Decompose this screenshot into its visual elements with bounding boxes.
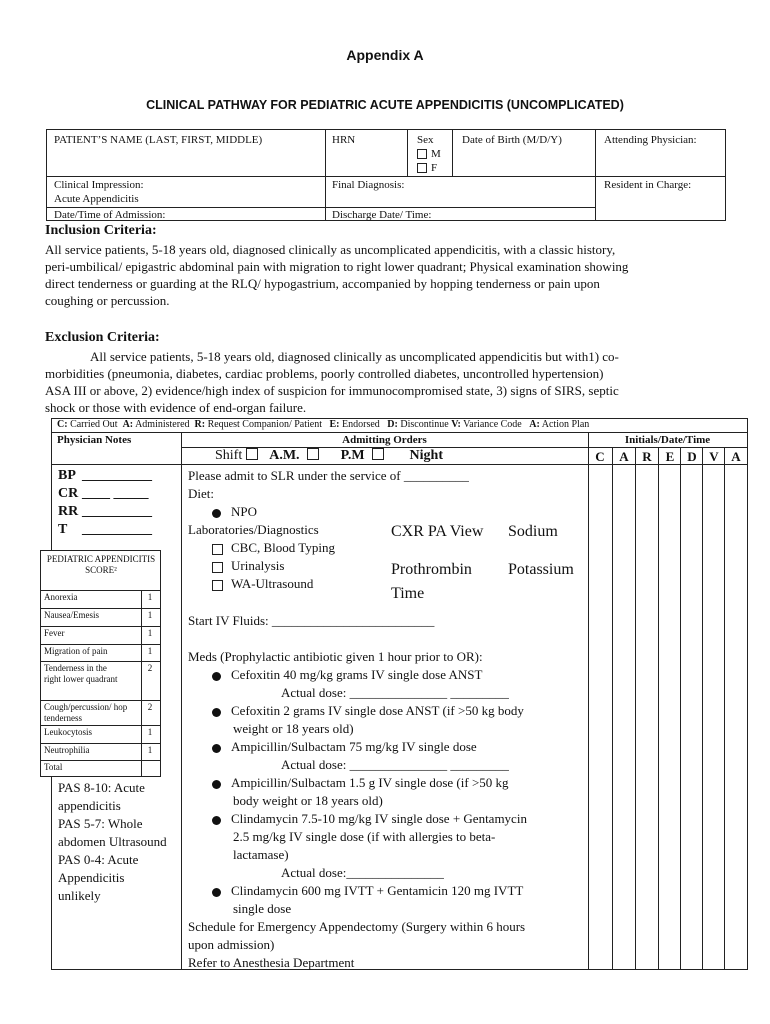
diet-label: Diet: xyxy=(188,486,214,501)
bullet-icon xyxy=(212,744,221,753)
score-row-label: Leukocytosis xyxy=(44,727,92,737)
bullet-icon xyxy=(212,708,221,717)
patient-name-field[interactable]: PATIENT’S NAME (LAST, FIRST, MIDDLE) xyxy=(54,134,263,146)
bullet-icon xyxy=(212,816,221,825)
shift-pm-checkbox[interactable] xyxy=(307,448,319,460)
med-clindamycin-kg-cont2: lactamase) xyxy=(233,847,289,862)
physician-notes-heading: Physician Notes xyxy=(57,434,132,446)
score-row-value: 1 xyxy=(147,646,153,656)
col-e: E xyxy=(665,449,675,464)
initials-heading: Initials/Date/Time xyxy=(624,434,711,446)
status-legend: C: Carried Out A: Administered R: Request Companion/ Patient E: Endorsed D: Discontinue V: Variance Code A: Action Plan xyxy=(57,419,590,430)
npo-item[interactable]: NPO xyxy=(188,503,588,521)
hrn-field[interactable]: HRN xyxy=(332,134,356,146)
clinical-impression-value: Acute Appendicitis xyxy=(54,193,139,205)
admission-datetime-field[interactable]: Date/Time of Admission: xyxy=(54,209,166,221)
pediatric-appendicitis-score-table xyxy=(40,550,161,777)
inclusion-text: All service patients, 5-18 years old, diagnosed clinically as uncomplicated appendicitis, with a classic history, peri-umbilical/ epigastric abdominal pain with migration to right lower quadrant; Physical examination showing direct tenderness or guarding at the RLQ/ hypogastrium, accompanied by hopping tenderness or pain upon coughing or percussion. xyxy=(45,242,629,308)
bullet-icon xyxy=(212,509,221,518)
med-clindamycin-kg[interactable]: Clindamycin 7.5-10 mg/kg IV single dose + Gentamycin xyxy=(188,810,588,828)
med-clindamycin-600[interactable]: Clindamycin 600 mg IVTT + Gentamicin 120 mg IVTT xyxy=(188,882,588,900)
final-diagnosis-field[interactable]: Final Diagnosis: xyxy=(332,179,405,191)
resident-in-charge-field[interactable]: Resident in Charge: xyxy=(604,179,692,191)
score-row-label: Nausea/Emesis xyxy=(44,610,99,620)
meds-heading: Meds (Prophylactic antibiotic given 1 hour prior to OR): xyxy=(188,649,483,664)
admit-order[interactable]: Please admit to SLR under the service of __________ xyxy=(188,468,469,483)
sex-label: Sex xyxy=(417,134,434,146)
score-row-value: 1 xyxy=(147,628,153,638)
bullet-icon xyxy=(212,672,221,681)
med-clindamycin-600-cont: single dose xyxy=(233,901,292,916)
score-row-label: Fever xyxy=(44,628,65,638)
score-row-label: Total xyxy=(44,762,63,772)
lab-prothrombin[interactable]: Prothrombin xyxy=(391,561,472,578)
score-row-label: Migration of pain xyxy=(44,646,108,656)
lab-time: Time xyxy=(391,585,425,602)
col-a: A xyxy=(619,449,629,464)
shift-row: Shift A.M. P.M Night xyxy=(215,448,443,463)
labs-label: Laboratories/Diagnostics xyxy=(188,522,319,537)
actual-dose-5[interactable]: Actual dose:_______________ xyxy=(281,865,444,880)
col-a2: A xyxy=(731,449,741,464)
score-row-label: Neutrophilia xyxy=(44,745,90,755)
appendix-heading: Appendix A xyxy=(346,47,424,63)
meds-block xyxy=(188,648,588,972)
col-r: R xyxy=(642,449,652,464)
sex-m-option[interactable]: M xyxy=(417,147,441,161)
checkbox-icon xyxy=(212,580,223,591)
shift-night-checkbox[interactable] xyxy=(372,448,384,460)
lab-cxr[interactable]: CXR PA View xyxy=(391,523,484,540)
col-v: V xyxy=(709,449,719,464)
sex-f-option[interactable]: F xyxy=(417,161,437,175)
vitals-block xyxy=(58,467,152,539)
schedule-appendectomy-cont: upon admission) xyxy=(188,937,275,952)
discharge-datetime-field[interactable]: Discharge Date/ Time: xyxy=(332,209,432,221)
med-ampicillin-1-5g-cont: body weight or 18 years old) xyxy=(233,793,383,808)
med-cefoxitin-2g[interactable]: Cefoxitin 2 grams IV single dose ANST (if >50 kg body xyxy=(188,702,588,720)
med-cefoxitin-kg[interactable]: Cefoxitin 40 mg/kg grams IV single dose ANST xyxy=(188,666,588,684)
med-clindamycin-kg-cont: 2.5 mg/kg IV single dose (if with allergies to beta- xyxy=(233,829,496,844)
vital-t[interactable]: T __________ xyxy=(58,522,152,537)
page-title: CLINICAL PATHWAY FOR PEDIATRIC ACUTE APPENDICITIS (UNCOMPLICATED) xyxy=(146,98,624,112)
med-cefoxitin-2g-cont: weight or 18 years old) xyxy=(233,721,354,736)
score-row-value: 2 xyxy=(147,702,153,712)
checkbox-icon xyxy=(212,562,223,573)
checkbox-icon xyxy=(417,149,427,159)
attending-physician-field[interactable]: Attending Physician: xyxy=(604,134,697,146)
schedule-appendectomy[interactable]: Schedule for Emergency Appendectomy (Surgery within 6 hours xyxy=(188,919,526,934)
pas-notes: PAS 8-10: Acute appendicitis PAS 5-7: Whole abdomen Ultrasound PAS 0-4: Acute Appendicitis unlikely xyxy=(58,780,167,903)
vital-rr[interactable]: RR __________ xyxy=(58,504,152,519)
lab-potassium[interactable]: Potassium xyxy=(508,561,574,578)
vital-cr[interactable]: CR ____ _____ xyxy=(58,486,149,501)
lab-ultrasound[interactable]: WA-Ultrasound xyxy=(188,575,588,593)
lab-urinalysis[interactable]: Urinalysis xyxy=(188,557,588,575)
col-c: C xyxy=(595,449,605,464)
patient-header-table xyxy=(46,129,726,221)
score-title: PEDIATRIC APPENDICITIS SCORE² xyxy=(46,554,156,575)
score-row-value: 1 xyxy=(147,745,153,755)
score-row-value: 1 xyxy=(147,727,153,737)
lab-cbc[interactable]: CBC, Blood Typing xyxy=(188,539,588,557)
med-ampicillin-kg[interactable]: Ampicillin/Sulbactam 75 mg/kg IV single dose xyxy=(188,738,588,756)
inclusion-heading: Inclusion Criteria: xyxy=(45,223,157,238)
checkbox-icon xyxy=(212,544,223,555)
refer-anesthesia[interactable]: Refer to Anesthesia Department xyxy=(188,955,355,970)
clinical-impression-label: Clinical Impression: xyxy=(54,179,144,191)
score-row-value: 1 xyxy=(147,592,153,602)
score-row-label: Tenderness in the right lower quadrant xyxy=(44,663,118,684)
exclusion-text: All service patients, 5-18 years old, diagnosed clinically as uncomplicated appendicitis but with1) co- morbidities (pneumonia, diabetes, cardiac problems, poorly controlled diabetes, uncontrolled hypertension) ASA III or above, 2) evidence/high index of suspicion for immunocompromised state, 3) signs of SIRS, septic shock or those with evidence of end-organ failure. xyxy=(45,349,619,415)
actual-dose-3[interactable]: Actual dose: _______________ _________ xyxy=(281,757,509,772)
checkbox-icon xyxy=(417,163,427,173)
score-row-value: 2 xyxy=(147,663,153,673)
score-row-label: Cough/percussion/ hop tenderness xyxy=(44,702,128,723)
bullet-icon xyxy=(212,888,221,897)
shift-am-checkbox[interactable] xyxy=(246,448,258,460)
med-ampicillin-1-5g[interactable]: Ampicillin/Sulbactam 1.5 g IV single dose (if >50 kg xyxy=(188,774,588,792)
dob-field[interactable]: Date of Birth (M/D/Y) xyxy=(462,134,562,146)
vital-bp[interactable]: BP __________ xyxy=(58,468,152,483)
exclusion-heading: Exclusion Criteria: xyxy=(45,330,160,345)
iv-fluids-order[interactable]: Start IV Fluids: _________________________ xyxy=(188,613,435,628)
actual-dose-1[interactable]: Actual dose: _______________ _________ xyxy=(281,685,509,700)
admitting-orders-heading: Admitting Orders xyxy=(342,434,427,446)
score-row-label: Anorexia xyxy=(44,592,78,602)
col-d: D xyxy=(687,449,697,464)
lab-sodium[interactable]: Sodium xyxy=(508,523,558,540)
bullet-icon xyxy=(212,780,221,789)
score-row-value: 1 xyxy=(147,610,153,620)
